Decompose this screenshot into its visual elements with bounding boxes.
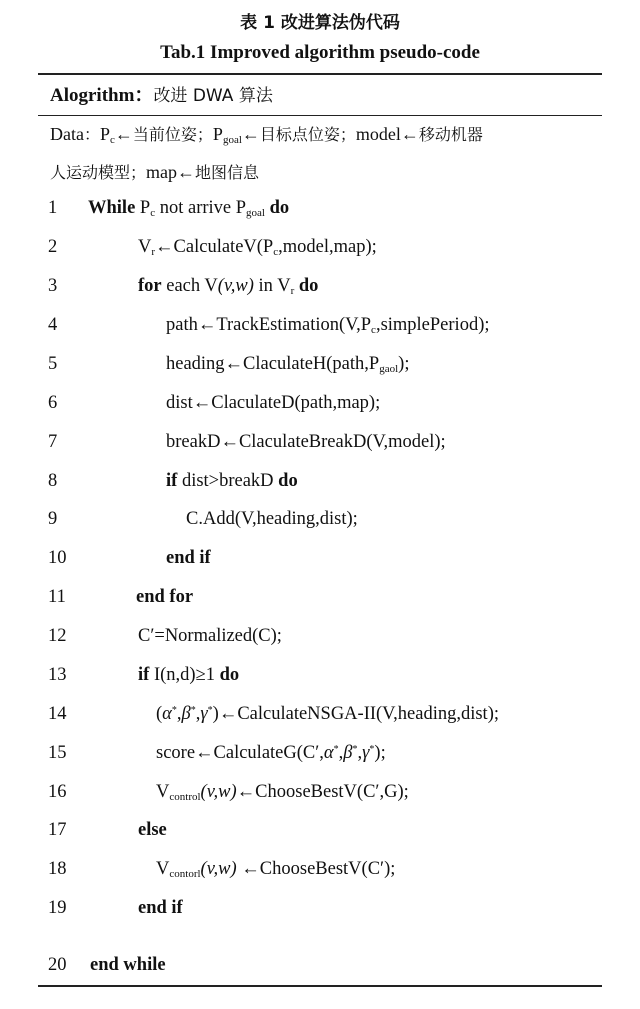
- line-number: 14: [48, 704, 67, 724]
- line-number: 18: [48, 859, 67, 879]
- line-code: score←CalculateG(C′,α*,β*,γ*);: [156, 743, 386, 763]
- code-line: [0, 626, 640, 652]
- code-line: [0, 704, 640, 730]
- line-code: While $P_c$ not arrive $P_{goal}$ do: [88, 198, 290, 219]
- code-line: [0, 315, 640, 341]
- code-line: [0, 276, 640, 302]
- line-code: $path\leftarrow TrackEstimation(V,P_c,simplePeriod)$;: [166, 315, 490, 336]
- line-number: 8: [48, 471, 58, 491]
- code-line: [0, 955, 640, 981]
- table-title-chinese: 表 1 改进算法伪代码: [240, 13, 400, 33]
- line-number: 2: [48, 237, 58, 257]
- top-rule: [38, 73, 602, 75]
- line-number: 3: [48, 276, 58, 296]
- bottom-rule: [38, 985, 602, 987]
- algorithm-name: 改进 DWA 算法: [153, 86, 273, 106]
- line-code: $V_{contorl}(v,w)$ ←ChooseBestV(C′);: [156, 859, 396, 880]
- line-code: (α*,β*,γ*)←CalculateNSGA-II(V,heading,dist);: [156, 704, 499, 724]
- line-number: 10: [48, 548, 67, 568]
- line-code: end if: [166, 548, 211, 568]
- code-line: [0, 859, 640, 885]
- algorithm-label: Alogrithm：: [50, 85, 154, 106]
- code-line: [0, 509, 640, 535]
- code-line: [0, 782, 640, 808]
- line-number: 16: [48, 782, 67, 802]
- code-line: [0, 898, 640, 924]
- header-rule: [38, 115, 602, 116]
- line-code: $heading\leftarrow ClaculateH(path,P_{gaol})$;: [166, 354, 410, 375]
- line-code: if dist>breakD do: [166, 471, 298, 491]
- code-line: [0, 237, 640, 263]
- line-code: breakD←ClaculateBreakD(V,model);: [166, 432, 446, 452]
- data-description-line-2: 人运动模型；map←地图信息: [50, 162, 260, 182]
- line-number: 4: [48, 315, 58, 335]
- code-line: [0, 198, 640, 224]
- line-code: $V_r\leftarrow CalculateV(P_c,model,map)$;: [138, 237, 377, 258]
- line-number: 5: [48, 354, 58, 374]
- code-line: [0, 665, 640, 691]
- code-line: [0, 587, 640, 613]
- line-number: 7: [48, 432, 58, 452]
- code-line: [0, 432, 640, 458]
- line-number: 19: [48, 898, 67, 918]
- line-code: end while: [90, 955, 166, 975]
- line-number: 11: [48, 587, 66, 607]
- data-description-line-1: Data：$P_c\leftarrow$当前位姿；$P_{goal}\leftarrow$目标点位姿；model←移动机器: [50, 124, 483, 146]
- line-number: 1: [48, 198, 58, 218]
- line-number: 20: [48, 955, 67, 975]
- line-code: if I(n,d)≥1 do: [138, 665, 240, 685]
- line-number: 13: [48, 665, 67, 685]
- line-code: for each V(v,w) in $V_r$ do: [138, 276, 319, 297]
- line-code: dist←ClaculateD(path,map);: [166, 393, 381, 413]
- line-number: 15: [48, 743, 67, 763]
- line-code: end for: [136, 587, 194, 607]
- line-code: end if: [138, 898, 183, 918]
- line-number: 6: [48, 393, 58, 413]
- algorithm-header: [50, 80, 273, 107]
- code-line: [0, 393, 640, 419]
- line-number: 9: [48, 509, 58, 529]
- code-line: [0, 354, 640, 380]
- code-line: [0, 548, 640, 574]
- line-number: 17: [48, 820, 67, 840]
- code-line: [0, 471, 640, 497]
- code-line: [0, 820, 640, 846]
- line-code: $V_{control}(v,w)\leftarrow ChooseBestV(C',G)$;: [156, 782, 409, 803]
- code-line: [0, 743, 640, 769]
- table-title-english: Tab.1 Improved algorithm pseudo-code: [160, 42, 480, 63]
- line-code: C′=Normalized(C);: [138, 626, 282, 646]
- line-code: C.Add(V,heading,dist);: [186, 509, 358, 529]
- line-number: 12: [48, 626, 67, 646]
- line-code: else: [138, 820, 167, 840]
